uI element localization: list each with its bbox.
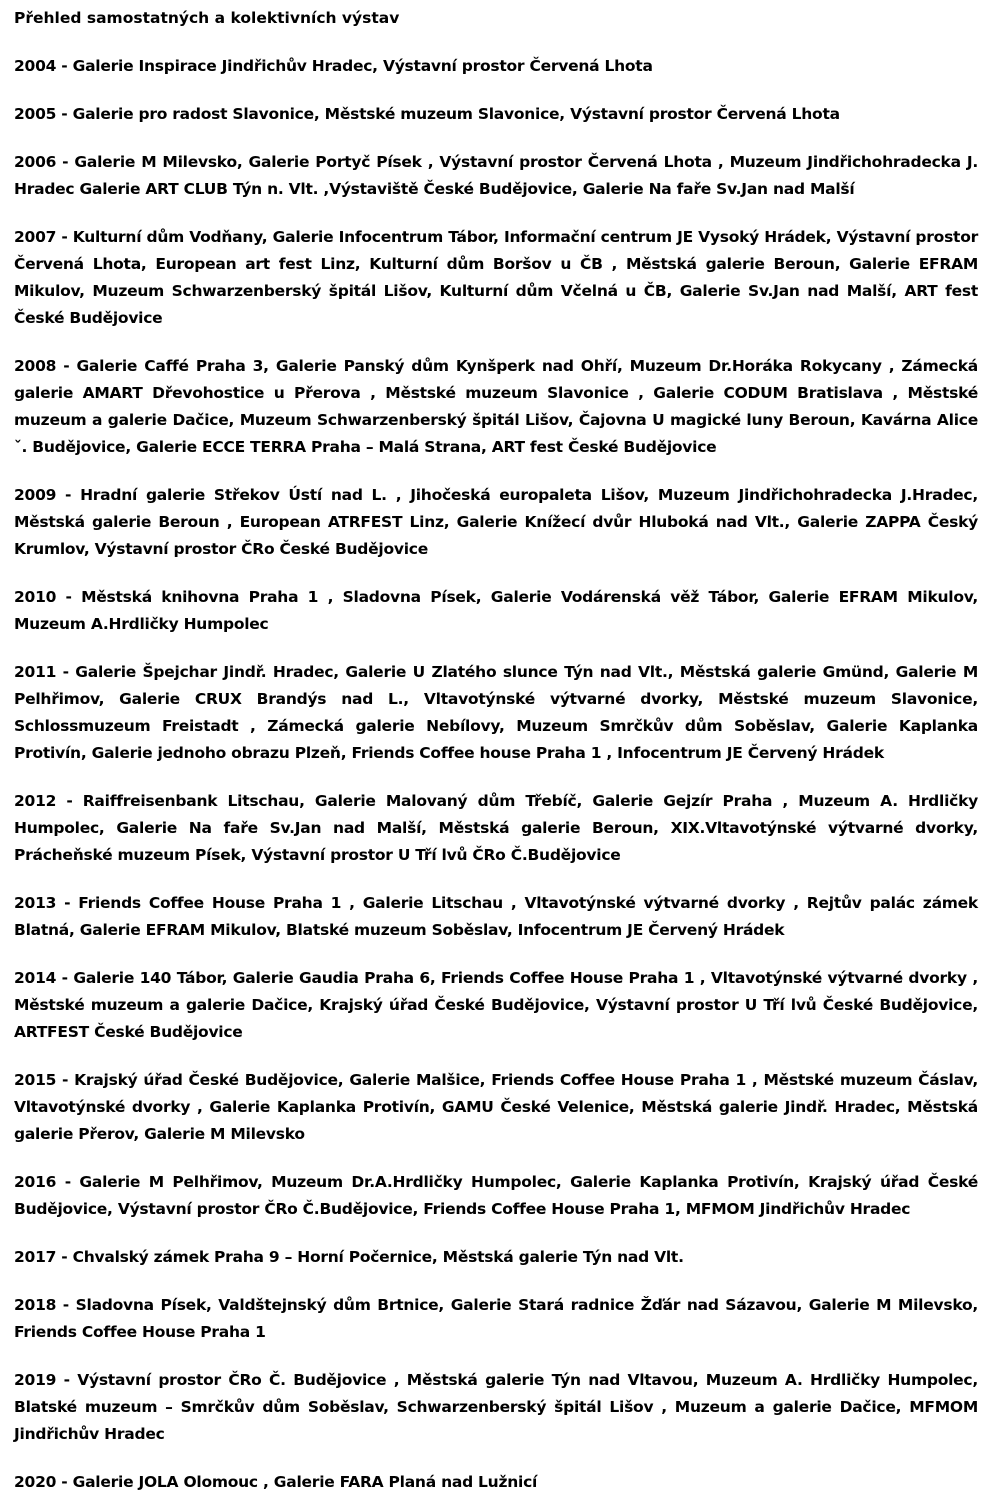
exhibition-entry-2012: 2012 - Raiffreisenbank Litschau, Galerie Malovaný dům Třebíč, Galerie Gejzír Praha , Muzeum A. Hrdličky Humpolec, Galerie Na faře Sv.Jan nad Malší, Městská galerie Beroun, XIX.Vltavotýnské výtvarné dvorky, Prácheňské muzeum Písek, Výstavní prostor U Tří lvů ČRo Č.Budějovice: [14, 792, 978, 864]
exhibition-entry-2005: 2005 - Galerie pro radost Slavonice, Městské muzeum Slavonice, Výstavní prostor Červená Lhota: [14, 105, 840, 123]
exhibition-entry-2013: 2013 - Friends Coffee House Praha 1 , Galerie Litschau , Vltavotýnské výtvarné dvorky , Rejtův palác zámek Blatná, Galerie EFRAM Mikulov, Blatské muzeum Soběslav, Infocentrum JE Červený Hrádek: [14, 894, 978, 939]
exhibition-entry-2010: 2010 - Městská knihovna Praha 1 , Sladovna Písek, Galerie Vodárenská věž Tábor, Galerie EFRAM Mikulov, Muzeum A.Hrdličky Humpolec: [14, 588, 978, 633]
exhibition-entry-2019: 2019 - Výstavní prostor ČRo Č. Budějovice , Městská galerie Týn nad Vltavou, Muzeum A. Hrdličky Humpolec, Blatské muzeum – Smrčkův dům Soběslav, Schwarzenberský špitál Lišov , Muzeum a galerie Dačice, MFMOM Jindřichův Hradec: [14, 1371, 978, 1443]
exhibition-entry-2018: 2018 - Sladovna Písek, Valdštejnský dům Brtnice, Galerie Stará radnice Žďár nad Sázavou, Galerie M Milevsko, Friends Coffee House Praha 1: [14, 1296, 978, 1341]
exhibition-entry-2016: 2016 - Galerie M Pelhřimov, Muzeum Dr.A.Hrdličky Humpolec, Galerie Kaplanka Protivín, Krajský úřad České Budějovice, Výstavní prostor ČRo Č.Budějovice, Friends Coffee House Praha 1, MFMOM Jindřichův Hradec: [14, 1173, 978, 1218]
exhibition-entry-2006: 2006 - Galerie M Milevsko, Galerie Portyč Písek , Výstavní prostor Červená Lhota , Muzeum Jindřichohradecka J. Hradec Galerie ART CLUB Týn n. Vlt. ,Výstaviště České Budějovice, Galerie Na faře Sv.Jan nad Malší: [14, 153, 978, 198]
document-title: Přehled samostatných a kolektivních výstav: [14, 9, 400, 27]
exhibition-entry-2008: 2008 - Galerie Caffé Praha 3, Galerie Panský dům Kynšperk nad Ohří, Muzeum Dr.Horáka Rokycany , Zámecká galerie AMART Dřevohostice u Přerova , Městské muzeum Slavonice , Galerie CODUM Bratislava , Městské muzeum a galerie Dačice, Muzeum Schwarzenberský špitál Lišov, Čajovna U magické luny Beroun, Kavárna Alice ˇ. Budějovice, Galerie ECCE TERRA Praha – Malá Strana, ART fest České Budějovice: [14, 357, 978, 456]
exhibition-entry-2009: 2009 - Hradní galerie Střekov Ústí nad L. , Jihočeská europaleta Lišov, Muzeum Jindřichohradecka J.Hradec, Městská galerie Beroun , European ATRFEST Linz, Galerie Knížecí dvůr Hluboká nad Vlt., Galerie ZAPPA Český Krumlov, Výstavní prostor ČRo České Budějovice: [14, 486, 978, 558]
exhibition-entry-2011: 2011 - Galerie Špejchar Jindř. Hradec, Galerie U Zlatého slunce Týn nad Vlt., Městská galerie Gmünd, Galerie M Pelhřimov, Galerie CRUX Brandýs nad L., Vltavotýnské výtvarné dvorky, Městské muzeum Slavonice, Schlossmuzeum Freistadt , Zámecká galerie Nebílovy, Muzeum Smrčkův dům Soběslav, Galerie Kaplanka Protivín, Galerie jednoho obrazu Plzeň, Friends Coffee house Praha 1 , Infocentrum JE Červený Hrádek: [14, 663, 978, 762]
exhibition-entry-2004: 2004 - Galerie Inspirace Jindřichův Hradec, Výstavní prostor Červená Lhota: [14, 57, 653, 75]
exhibition-entry-2007: 2007 - Kulturní dům Vodňany, Galerie Infocentrum Tábor, Informační centrum JE Vysoký Hrádek, Výstavní prostor Červená Lhota, European art fest Linz, Kulturní dům Boršov u ČB , Městská galerie Beroun, Galerie EFRAM Mikulov, Muzeum Schwarzenberský špitál Lišov, Kulturní dům Včelná u ČB, Galerie Sv.Jan nad Malší, ART fest České Budějovice: [14, 228, 978, 327]
exhibition-entry-2015: 2015 - Krajský úřad České Budějovice, Galerie Malšice, Friends Coffee House Praha 1 , Městské muzeum Čáslav, Vltavotýnské dvorky , Galerie Kaplanka Protivín, GAMU České Velenice, Městská galerie Jindř. Hradec, Městská galerie Přerov, Galerie M Milevsko: [14, 1071, 978, 1143]
exhibition-entry-2017: 2017 - Chvalský zámek Praha 9 – Horní Počernice, Městská galerie Týn nad Vlt.: [14, 1248, 684, 1266]
exhibition-entry-2014: 2014 - Galerie 140 Tábor, Galerie Gaudia Praha 6, Friends Coffee House Praha 1 , Vltavotýnské výtvarné dvorky , Městské muzeum a galerie Dačice, Krajský úřad České Budějovice, Výstavní prostor U Tří lvů České Budějovice, ARTFEST České Budějovice: [14, 969, 978, 1041]
exhibition-entry-2020: 2020 - Galerie JOLA Olomouc , Galerie FARA Planá nad Lužnicí: [14, 1473, 538, 1491]
